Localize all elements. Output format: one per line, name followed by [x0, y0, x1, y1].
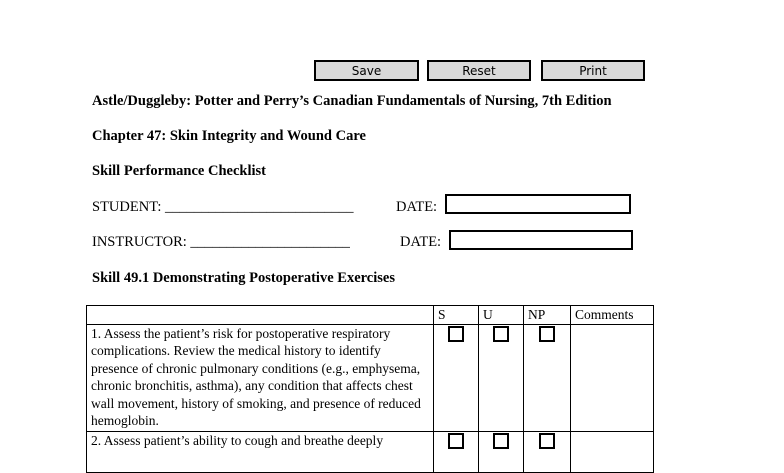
checklist-title: Skill Performance Checklist — [92, 163, 266, 179]
print-button[interactable]: Print — [541, 60, 645, 81]
header-np: NP — [524, 306, 571, 325]
checkbox-s[interactable] — [448, 326, 464, 342]
checkbox-s[interactable] — [448, 433, 464, 449]
instructor-label: INSTRUCTOR: ______________________ — [92, 234, 350, 250]
skill-title: Skill 49.1 Demonstrating Postoperative Exercises — [92, 270, 395, 286]
instructor-date-label: DATE: — [400, 234, 442, 250]
step-text: 1. Assess the patient’s risk for postoperative respiratory complications. Review the medical history to identify presence of chronic pulmonary conditions (e.g., emphysema, chronic bronchitis, asthma), any condition that affects chest wall movement, history of smoking, and presence of reduced hemoglobin. — [87, 324, 434, 431]
table-row — [87, 324, 654, 431]
comments-cell[interactable] — [571, 431, 654, 472]
skill-checklist-table — [86, 305, 654, 473]
table-header-row — [87, 306, 654, 325]
save-button[interactable]: Save — [314, 60, 419, 81]
checkbox-np[interactable] — [539, 433, 555, 449]
checkbox-u[interactable] — [493, 326, 509, 342]
header-comments: Comments — [571, 306, 654, 325]
student-label: STUDENT: __________________________ — [92, 199, 354, 215]
header-s: S — [434, 306, 479, 325]
student-date-label: DATE: — [396, 199, 438, 215]
header-u: U — [479, 306, 524, 325]
step-text: 2. Assess patient’s ability to cough and breathe deeply — [87, 431, 434, 472]
checkbox-np[interactable] — [539, 326, 555, 342]
header-step — [87, 306, 434, 325]
book-title: Astle/Duggleby: Potter and Perry’s Canadian Fundamentals of Nursing, 7th Edition — [92, 93, 612, 109]
instructor-date-input[interactable] — [449, 230, 633, 250]
student-date-input[interactable] — [445, 194, 631, 214]
comments-cell[interactable] — [571, 324, 654, 431]
table-row — [87, 431, 654, 472]
reset-button[interactable]: Reset — [427, 60, 531, 81]
chapter-title: Chapter 47: Skin Integrity and Wound Care — [92, 128, 366, 144]
checkbox-u[interactable] — [493, 433, 509, 449]
